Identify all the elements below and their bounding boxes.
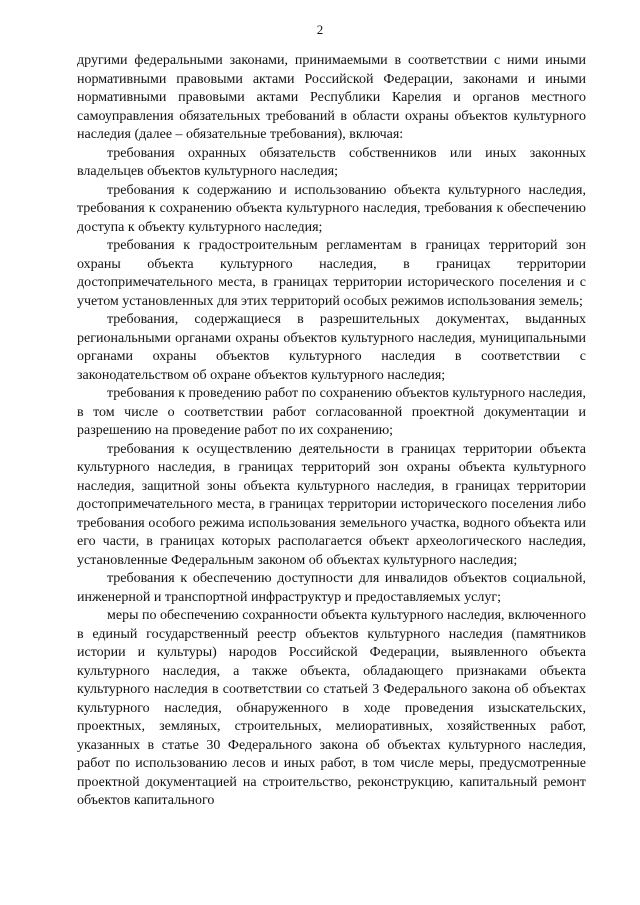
paragraph-requirement-activity-boundaries: требования к осуществлению деятельности в границах территории объекта культурного наследия, в границах территорий зон охраны объекта культурного наследия, защитной зоны объекта культурного наследия, в границах территории достопримечательного места, в границах территории исторического поселения либо требования особого режима использования земельного участка, водного объекта или его части, в границах которых располагается объект археологического наследия, установленные Федеральным законом об объектах культурного наследия; (77, 441, 586, 568)
page-number: 2 (316, 22, 324, 37)
paragraph-requirement-permits: требования, содержащиеся в разрешительных документах, выданных региональными органами охраны объектов культурного наследия, муниципальными органами охраны объектов культурного наследия в соответствии с законодательством об охране объектов культурного наследия; (77, 312, 586, 383)
paragraph-continuation: другими федеральными законами, принимаемыми в соответствии с ними иными нормативными правовыми актами Российской Федерации, законами и иными нормативными правовыми актами Республики Карелия и органов местного самоуправления обязательных требований в области охраны объектов культурного наследия (далее – обязательные требования), включая: (77, 53, 586, 142)
paragraph-requirement-accessibility: требования к обеспечению доступности для инвалидов объектов социальной, инженерной и транспортной инфраструктур и предоставляемых услуг; (77, 571, 586, 605)
paragraph-requirement-urban-planning: требования к градостроительным регламентам в границах территорий зон охраны объекта культурного наследия, в границах территории достопримечательного места, в границах территории исторического поселения и с учетом установленных для этих территорий особых режимов использования земель; (77, 238, 586, 309)
document-body (77, 52, 586, 811)
paragraph-preservation-measures: меры по обеспечению сохранности объекта культурного наследия, включенного в единый государственный реестр объектов культурного наследия (памятников истории и культуры) народов Российской Федерации, выявленного объекта культурного наследия, а также объекта, обладающего признаками объекта культурного наследия в соответствии со статьей 3 Федерального закона об объектах культурного наследия, обнаруженного в ходе проведения изыскательских, проектных, земляных, строительных, мелиоративных, хозяйственных работ, указанных в статье 30 Федерального закона об объектах культурного наследия, работ по использованию лесов и иных работ, в том числе меры, предусмотренные проектной документацией на строительство, реконструкцию, капитальный ремонт объектов капитального (77, 608, 586, 808)
paragraph-requirement-works: требования к проведению работ по сохранению объектов культурного наследия, в том числе о соответствии работ согласованной проектной документации и разрешению на проведение работ по их сохранению; (77, 386, 586, 438)
paragraph-requirement-maintenance: требования к содержанию и использованию объекта культурного наследия, требования к сохранению объекта культурного наследия, требования к обеспечению доступа к объекту культурного наследия; (77, 182, 586, 235)
paragraph-requirement-security-obligations: требования охранных обязательств собственников или иных законных владельцев объектов культурного наследия; (77, 145, 586, 179)
